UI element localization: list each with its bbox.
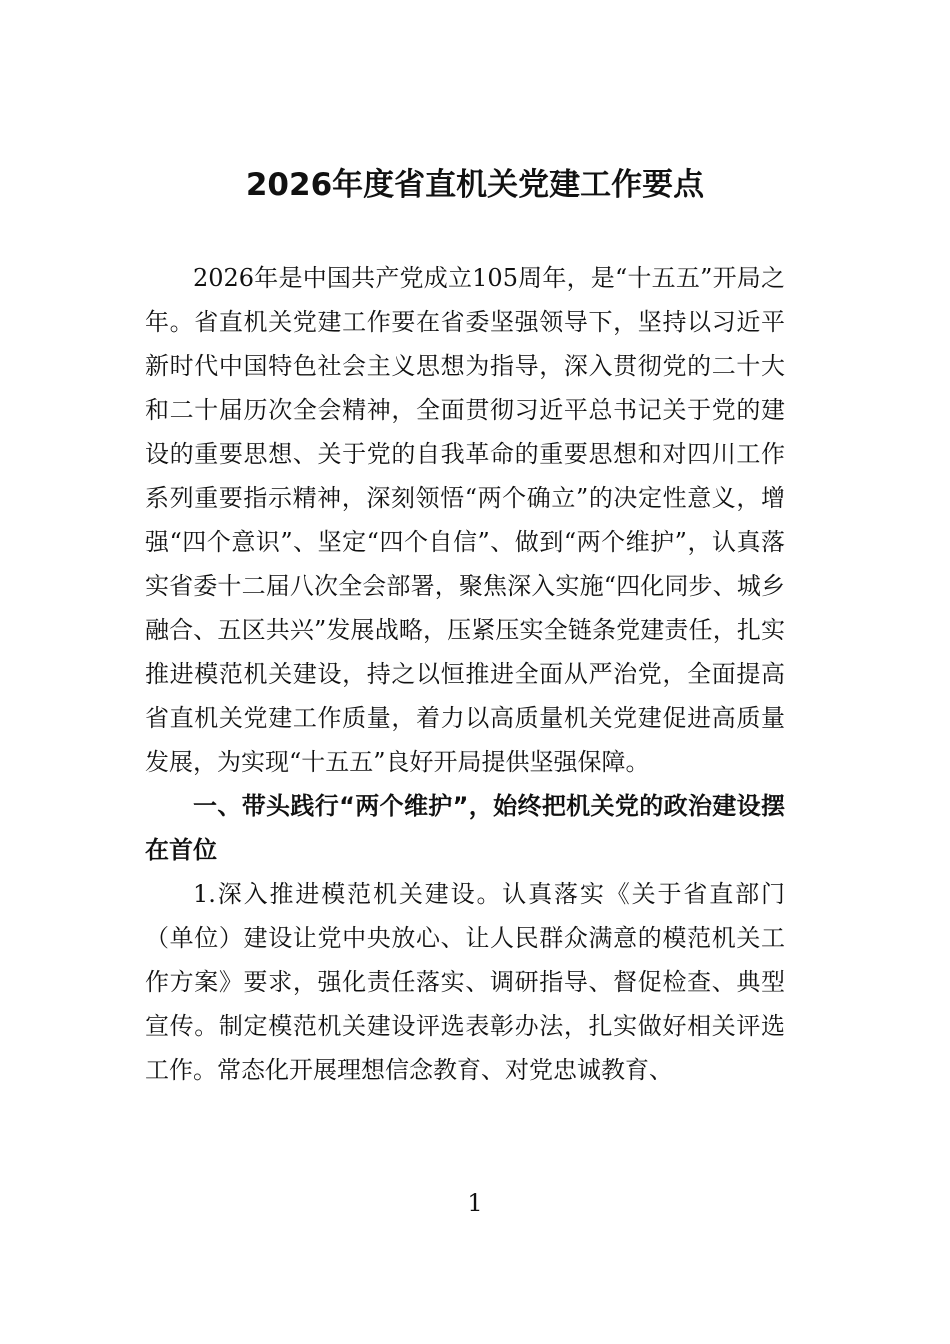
item-1-paragraph: 1.深入推进模范机关建设。认真落实《关于省直部门（单位）建设让党中央放心、让人民群众满意的模范机关工作方案》要求，强化责任落实、调研指导、督促检查、典型宣传。制定模范机关建设评选表彰办法，扎实做好相关评选工作。常态化开展理想信念教育、对党忠诚教育、	[145, 880, 785, 1084]
document-body	[145, 256, 785, 1092]
section-1-heading: 一、带头践行“两个维护”，始终把机关党的政治建设摆在首位	[145, 792, 785, 864]
page-number: 1	[467, 1189, 483, 1217]
document-title: 2026年度省直机关党建工作要点	[245, 167, 705, 203]
intro-paragraph: 2026年是中国共产党成立105周年，是“十五五”开局之年。省直机关党建工作要在省委坚强领导下，坚持以习近平新时代中国特色社会主义思想为指导，深入贯彻党的二十大和二十届历次全会精神，全面贯彻习近平总书记关于党的建设的重要思想、关于党的自我革命的重要思想和对四川工作系列重要指示精神，深刻领悟“两个确立”的决定性意义，增强“四个意识”、坚定“四个自信”、做到“两个维护”，认真落实省委十二届八次全会部署，聚焦深入实施“四化同步、城乡融合、五区共兴”发展战略，压紧压实全链条党建责任，扎实推进模范机关建设，持之以恒推进全面从严治党，全面提高省直机关党建工作质量，着力以高质量机关党建促进高质量发展，为实现“十五五”良好开局提供坚强保障。	[145, 264, 785, 776]
